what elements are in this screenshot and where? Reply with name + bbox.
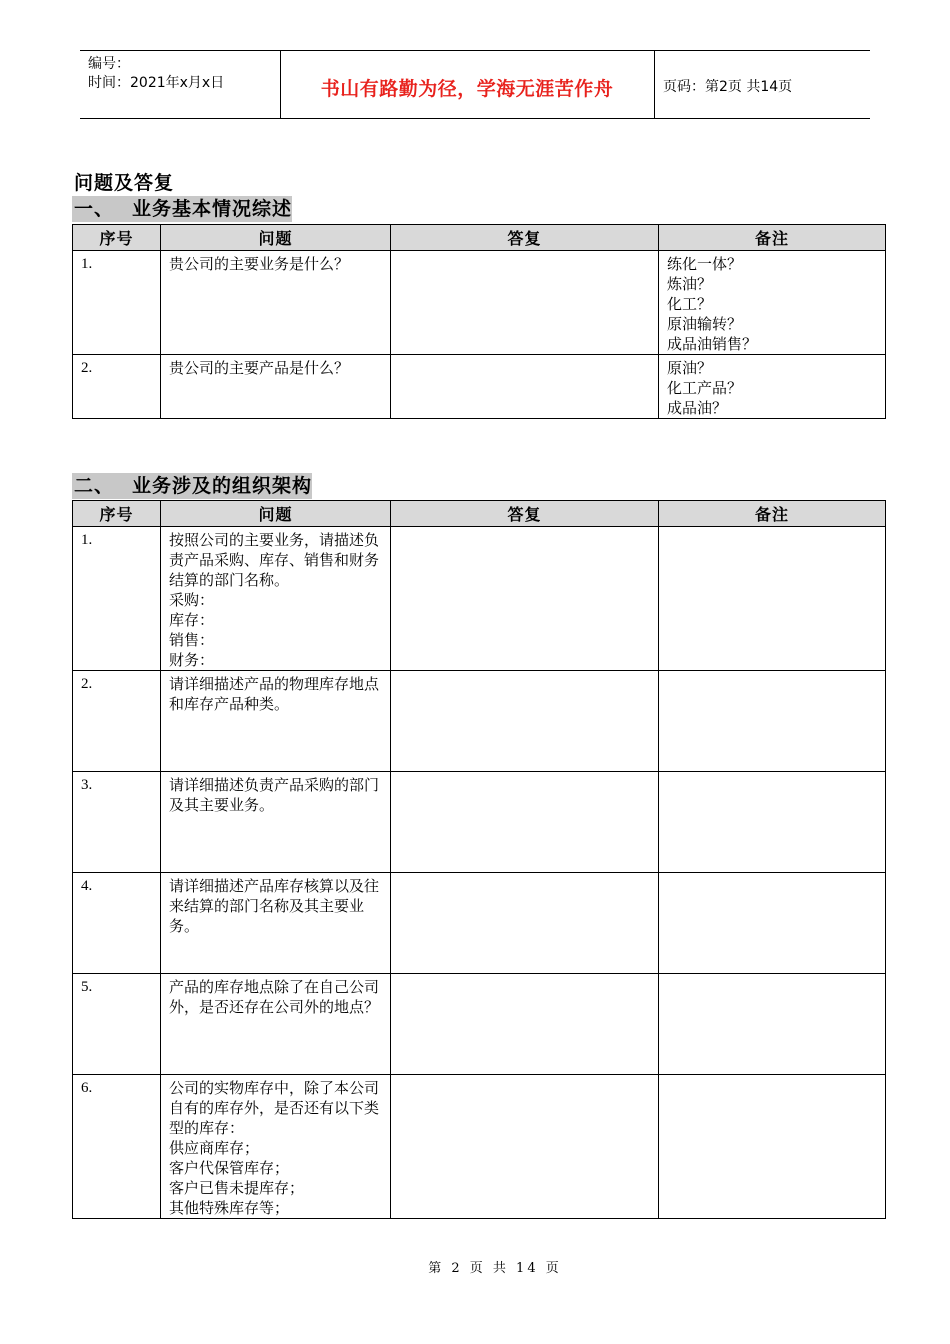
header-meta — [88, 55, 224, 93]
table-row — [73, 772, 886, 873]
remark-cell[interactable] — [659, 671, 886, 772]
qa-table — [72, 500, 886, 1219]
section-title — [72, 473, 312, 499]
row-seq: 2. — [73, 671, 161, 772]
header-top-rule — [80, 50, 870, 51]
question-line: 财务： — [169, 651, 215, 669]
remark-line: 成品油？ — [667, 399, 728, 417]
column-header-question: 问题 — [161, 225, 391, 251]
section-title-text: 业务基本情况综述 — [132, 198, 293, 220]
column-header-answer: 答复 — [391, 225, 659, 251]
row-seq: 1. — [73, 527, 161, 671]
question-line: 客户代保管库存； — [169, 1159, 290, 1177]
question-line: 库存： — [169, 611, 215, 629]
column-header-question: 问题 — [161, 501, 391, 527]
header-page-label: 页码：第2页 共14页 — [663, 79, 793, 95]
page-title: 问题及答复 — [74, 172, 175, 194]
table-row — [73, 1075, 886, 1219]
row-seq: 5. — [73, 974, 161, 1075]
row-seq: 1. — [73, 251, 161, 355]
table-header-row — [73, 225, 886, 251]
row-remark — [659, 251, 886, 355]
question-line: 公司的实物库存中，除了本公司自有的库存外，是否还有以下类型的库存： — [169, 1079, 380, 1137]
table-row — [73, 355, 886, 419]
answer-cell[interactable] — [391, 355, 659, 419]
row-seq: 2. — [73, 355, 161, 419]
question-line: 采购： — [169, 591, 215, 609]
column-header-seq: 序号 — [73, 225, 161, 251]
answer-cell[interactable] — [391, 671, 659, 772]
page-footer: 第 2 页 共 14 页 — [428, 1261, 562, 1276]
question-line: 其他特殊库存等； — [169, 1199, 290, 1217]
question-line: 客户已售未提库存； — [169, 1179, 305, 1197]
remark-line: 原油？ — [667, 359, 713, 377]
answer-cell[interactable] — [391, 527, 659, 671]
question-line: 按照公司的主要业务，请描述负责产品采购、库存、销售和财务结算的部门名称。 — [169, 531, 380, 589]
table-row — [73, 671, 886, 772]
row-seq: 4. — [73, 873, 161, 974]
section-number: 二、 — [74, 475, 115, 497]
row-question — [161, 527, 391, 671]
remark-line: 练化一体？ — [667, 255, 743, 273]
remark-cell[interactable] — [659, 1075, 886, 1219]
header-motto: 书山有路勤为径，学海无涯苦作舟 — [320, 78, 614, 100]
remark-line: 化工产品？ — [667, 379, 743, 397]
column-header-remark: 备注 — [659, 501, 886, 527]
header-bottom-rule — [80, 118, 870, 119]
row-question: 贵公司的主要产品是什么？ — [161, 355, 391, 419]
table-header-row — [73, 501, 886, 527]
column-header-answer: 答复 — [391, 501, 659, 527]
row-question: 请详细描述产品库存核算以及往来结算的部门名称及其主要业务。 — [161, 873, 391, 974]
section-title — [72, 196, 292, 222]
time-label: 时间：2021年x月x日 — [88, 75, 225, 91]
answer-cell[interactable] — [391, 772, 659, 873]
header-divider — [654, 50, 655, 118]
remark-line: 化工？ — [667, 295, 713, 313]
row-seq: 6. — [73, 1075, 161, 1219]
answer-cell[interactable] — [391, 873, 659, 974]
remark-line: 原油输转？ — [667, 315, 743, 333]
remark-cell[interactable] — [659, 772, 886, 873]
qa-table — [72, 224, 886, 419]
code-label: 编号： — [88, 56, 130, 72]
table-row — [73, 527, 886, 671]
remark-line: 炼油？ — [667, 275, 713, 293]
column-header-seq: 序号 — [73, 501, 161, 527]
question-line: 供应商库存； — [169, 1139, 260, 1157]
row-question: 请详细描述负责产品采购的部门及其主要业务。 — [161, 772, 391, 873]
table-row — [73, 873, 886, 974]
row-question: 请详细描述产品的物理库存地点和库存产品种类。 — [161, 671, 391, 772]
section-title-text: 业务涉及的组织架构 — [132, 475, 313, 497]
answer-cell[interactable] — [391, 974, 659, 1075]
remark-cell[interactable] — [659, 527, 886, 671]
remark-cell[interactable] — [659, 873, 886, 974]
remark-cell[interactable] — [659, 974, 886, 1075]
remark-line: 成品油销售？ — [667, 335, 758, 353]
table-row — [73, 974, 886, 1075]
row-remark — [659, 355, 886, 419]
row-question: 产品的库存地点除了在自己公司外，是否还存在公司外的地点？ — [161, 974, 391, 1075]
row-seq: 3. — [73, 772, 161, 873]
column-header-remark: 备注 — [659, 225, 886, 251]
row-question: 贵公司的主要业务是什么？ — [161, 251, 391, 355]
table-row — [73, 251, 886, 355]
question-line: 销售： — [169, 631, 215, 649]
answer-cell[interactable] — [391, 1075, 659, 1219]
section-number: 一、 — [74, 198, 115, 220]
answer-cell[interactable] — [391, 251, 659, 355]
row-question — [161, 1075, 391, 1219]
